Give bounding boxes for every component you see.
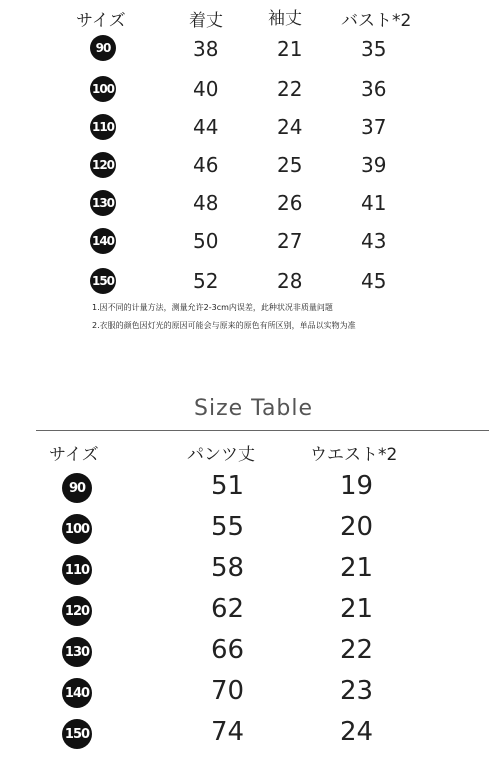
waist-value: 21	[340, 594, 374, 624]
length-value: 44	[193, 115, 219, 139]
table-row	[0, 674, 489, 714]
size-badge: 120	[62, 596, 92, 626]
size-badge: 110	[62, 555, 92, 585]
bust-value: 37	[361, 115, 387, 139]
sleeve-value: 21	[277, 37, 303, 61]
table-row	[0, 469, 489, 509]
size-badge: 90	[62, 473, 92, 503]
pants-length-value: 66	[211, 635, 245, 665]
title-divider	[36, 430, 489, 431]
pants-length-value: 74	[211, 717, 245, 747]
table-row	[0, 223, 489, 259]
pants-length-value: 70	[211, 676, 245, 706]
table-row	[0, 592, 489, 632]
bust-value: 39	[361, 153, 387, 177]
header-size: サイズ	[49, 445, 99, 465]
size-badge: 140	[90, 228, 116, 254]
table-row	[0, 147, 489, 183]
table-title: Size Table	[194, 396, 314, 421]
sleeve-value: 28	[277, 269, 303, 293]
table-row	[0, 551, 489, 591]
bust-value: 36	[361, 77, 387, 101]
measurement-note: 1.因不同的计量方法，测量允许2-3cm内误差，此种状况非质量问题	[92, 303, 333, 312]
size-badge: 120	[90, 152, 116, 178]
bust-value: 43	[361, 229, 387, 253]
table-row	[0, 263, 489, 299]
color-note: 2.衣服的颜色因灯光的原因可能会与原来的原色有所区别，单品以实物为准	[92, 321, 356, 330]
sleeve-value: 27	[277, 229, 303, 253]
header-waist: ウエスト*2	[310, 445, 398, 465]
waist-value: 21	[340, 553, 374, 583]
pants-length-value: 51	[211, 471, 245, 501]
table-row	[0, 185, 489, 221]
header-size: サイズ	[76, 11, 126, 31]
table-row	[0, 71, 489, 107]
header-pants-length: パンツ丈	[187, 445, 255, 465]
waist-value: 24	[340, 717, 374, 747]
pants-length-value: 62	[211, 594, 245, 624]
bust-value: 45	[361, 269, 387, 293]
pants-length-value: 55	[211, 512, 245, 542]
table-row	[0, 633, 489, 673]
sleeve-value: 26	[277, 191, 303, 215]
table-row	[0, 715, 489, 755]
length-value: 50	[193, 229, 219, 253]
header-sleeve: 袖丈	[268, 9, 302, 29]
sleeve-value: 24	[277, 115, 303, 139]
length-value: 46	[193, 153, 219, 177]
length-value: 40	[193, 77, 219, 101]
bust-value: 41	[361, 191, 387, 215]
size-badge: 100	[62, 514, 92, 544]
header-bust: バスト*2	[341, 11, 412, 31]
sleeve-value: 25	[277, 153, 303, 177]
size-badge: 110	[90, 114, 116, 140]
table-row	[0, 510, 489, 550]
header-length: 着丈	[189, 11, 223, 31]
table-row	[0, 31, 489, 67]
length-value: 48	[193, 191, 219, 215]
size-badge: 140	[62, 678, 92, 708]
table-row	[0, 109, 489, 145]
size-badge: 90	[90, 35, 116, 61]
pants-length-value: 58	[211, 553, 245, 583]
size-badge: 130	[90, 190, 116, 216]
waist-value: 23	[340, 676, 374, 706]
bust-value: 35	[361, 37, 387, 61]
sleeve-value: 22	[277, 77, 303, 101]
size-badge: 150	[62, 719, 92, 749]
size-badge: 150	[90, 268, 116, 294]
size-badge: 100	[90, 76, 116, 102]
waist-value: 22	[340, 635, 374, 665]
length-value: 38	[193, 37, 219, 61]
waist-value: 19	[340, 471, 374, 501]
waist-value: 20	[340, 512, 374, 542]
length-value: 52	[193, 269, 219, 293]
size-badge: 130	[62, 637, 92, 667]
